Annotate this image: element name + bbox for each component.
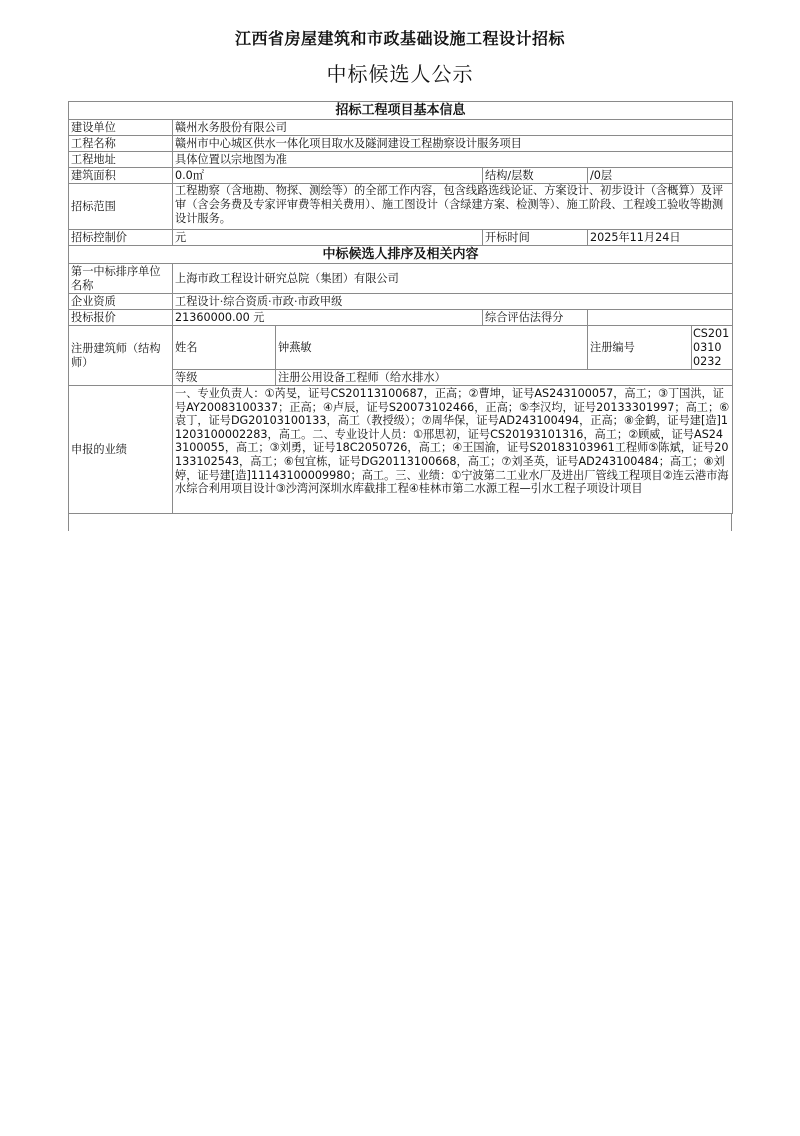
row-scope (69, 184, 733, 230)
row-first-unit (69, 264, 733, 294)
control-price-label: 招标控制价 (69, 230, 173, 246)
project-name-label: 工程名称 (69, 136, 173, 152)
document-title: 江西省房屋建筑和市政基础设施工程设计招标 (234, 29, 565, 48)
performance-value: 一、专业负责人：①芮旻，证号CS20113100687，正高；②曹坤，证号AS243100057，高工；③丁国洪，证号AY20083100337；正高；④卢辰，证号S20073102466，正高；⑤李汉均，证号20133301997；高工；⑥袁丁，证号DG20103100133，高工（教授级）；⑦周华保，证号AD243100494，正高；⑧金鹤，证号建[造]11203100002283，高工。二、专业设计人员：①邢思初，证号CS20193101316，高工；②顾威，证号AS243100055，高工；③刘勇，证号18C2050726，高工；④王国渝，证号S20183103961工程师⑤陈斌，证号20133102543，高工；⑥包宜栋，证号DG20113100668，高工；⑦刘圣英，证号AD243100484；高工；⑧刘婷，证号建[造]11143100009980；高工。三、业绩：①宁波第二工业水厂及进出厂管线工程项目②连云港市海水综合利用项目设计③沙湾河深圳水库截排工程④桂林市第二水源工程—引水工程子项设计项目 (173, 386, 733, 514)
first-unit-label: 第一中标排序单位名称 (69, 264, 173, 294)
owner-label: 建设单位 (69, 120, 173, 136)
document-subtitle: 中标候选人公示 (326, 62, 474, 86)
address-value: 具体位置以宗地图为准 (173, 152, 733, 168)
section-title-project-info: 招标工程项目基本信息 (69, 102, 733, 120)
score-value (588, 310, 733, 326)
section-title-candidate-info: 中标候选人排序及相关内容 (69, 246, 733, 264)
bid-price-label: 投标报价 (69, 310, 173, 326)
reg-no-label: 注册编号 (588, 326, 692, 370)
row-control-price (69, 230, 733, 246)
qualification-label: 企业资质 (69, 294, 173, 310)
table-tail-blank (68, 514, 732, 531)
architect-label: 注册建筑师（结构师） (69, 326, 173, 386)
section-header-project (69, 102, 733, 120)
performance-label: 申报的业绩 (69, 386, 173, 514)
grade-value: 注册公用设备工程师（给水排水） (276, 370, 733, 386)
architect-name-label: 姓名 (173, 326, 276, 370)
area-value: 0.0㎡ (173, 168, 483, 184)
scope-value: 工程勘察（含地勘、物探、测绘等）的全部工作内容，包含线路选线论证、方案设计、初步设计（含概算）及评审（含会务费及专家评审费等相关费用）、施工图设计（含绿建方案、检测等）、施工阶段、工程竣工验收等勘测设计服务。 (173, 184, 733, 230)
first-unit-value: 上海市政工程设计研究总院（集团）有限公司 (173, 264, 733, 294)
row-architect-name (69, 326, 733, 370)
qualification-value: 工程设计·综合资质·市政·市政甲级 (173, 294, 733, 310)
score-label: 综合评估法得分 (483, 310, 588, 326)
structure-value: /0层 (588, 168, 733, 184)
row-project-name (69, 136, 733, 152)
row-bid-price (69, 310, 733, 326)
row-owner (69, 120, 733, 136)
open-time-label: 开标时间 (483, 230, 588, 246)
owner-value: 赣州水务股份有限公司 (173, 120, 733, 136)
control-price-value: 元 (173, 230, 483, 246)
scope-label: 招标范围 (69, 184, 173, 230)
open-time-value: 2025年11月24日 (588, 230, 733, 246)
row-area (69, 168, 733, 184)
architect-name-value: 钟燕敏 (276, 326, 588, 370)
bid-info-table (68, 101, 733, 514)
address-label: 工程地址 (69, 152, 173, 168)
section-header-candidate (69, 246, 733, 264)
reg-no-value: CS2010310 0232 (692, 326, 733, 370)
row-qualification (69, 294, 733, 310)
area-label: 建筑面积 (69, 168, 173, 184)
row-performance (69, 386, 733, 514)
structure-label: 结构/层数 (483, 168, 588, 184)
bid-notice-sheet (68, 101, 732, 531)
row-address (69, 152, 733, 168)
project-name-value: 赣州市中心城区供水一体化项目取水及隧洞建设工程勘察设计服务项目 (173, 136, 733, 152)
bid-price-value: 21360000.00 元 (173, 310, 483, 326)
grade-label: 等级 (173, 370, 276, 386)
